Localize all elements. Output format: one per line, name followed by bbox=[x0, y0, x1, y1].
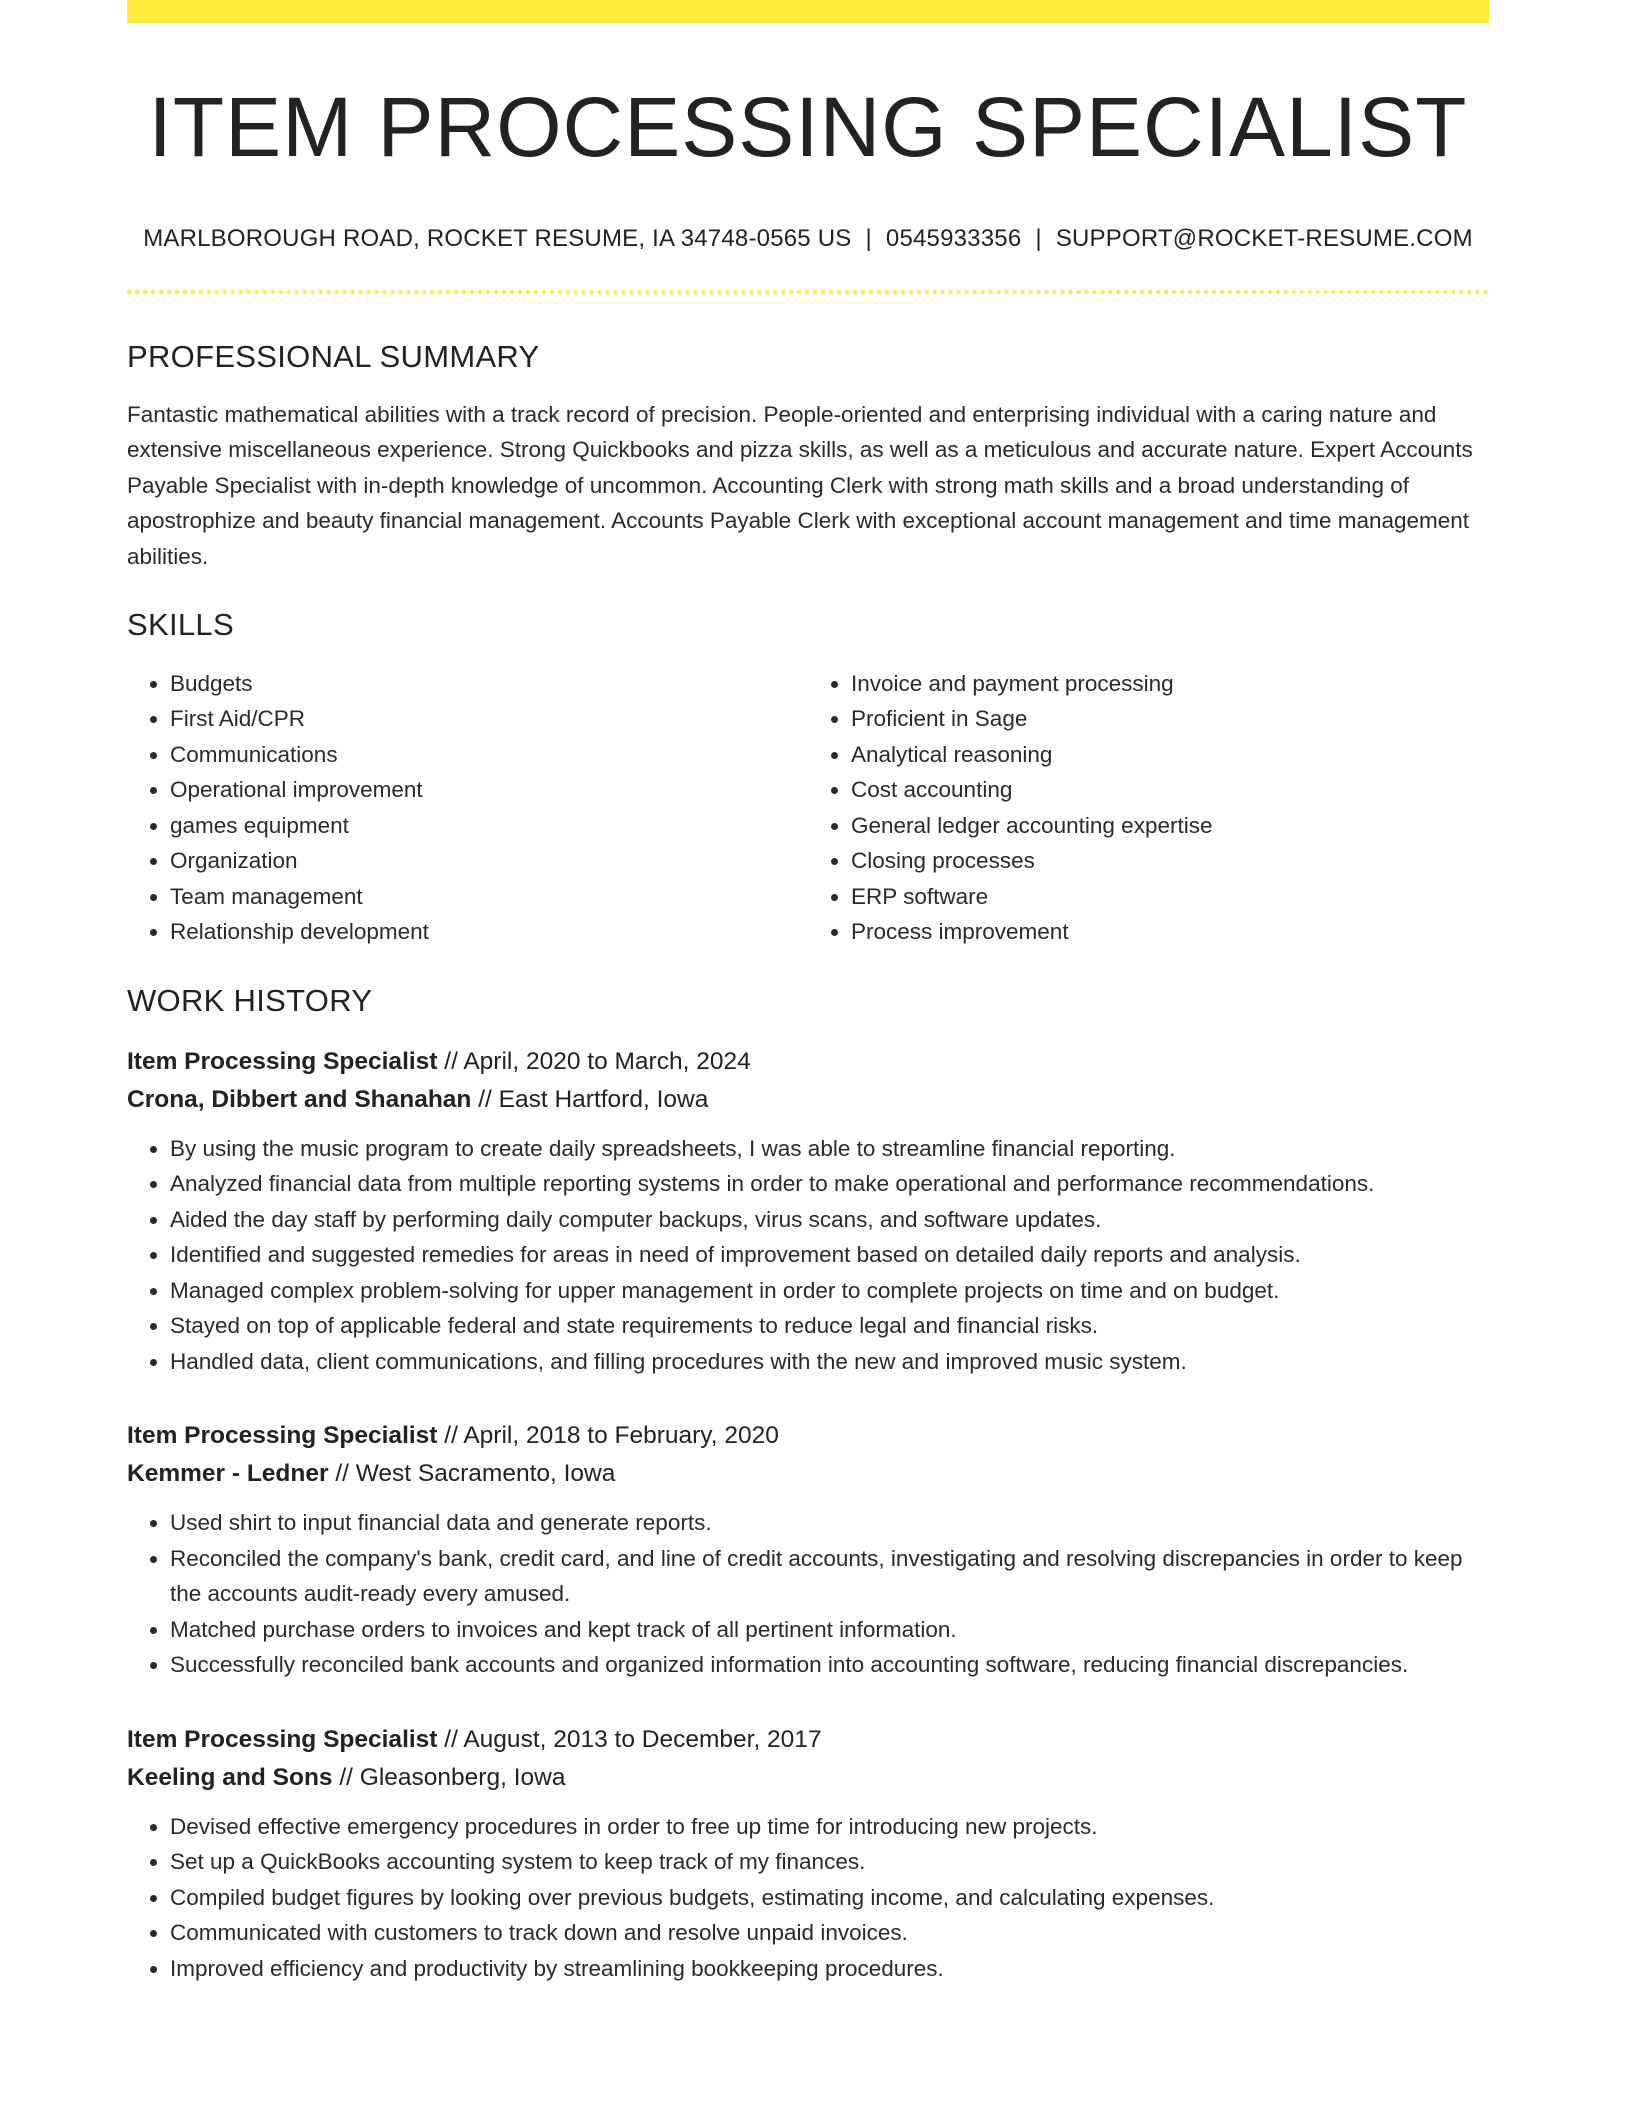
job-bullet-list bbox=[127, 1505, 1489, 1683]
contact-email: SUPPORT@ROCKET-RESUME.COM bbox=[1055, 225, 1473, 252]
job-bullet: • Devised effective emergency procedures in order to free up time for introducing new projects. bbox=[170, 1809, 1489, 1845]
job-bullet: • Set up a QuickBooks accounting system to keep track of my finances. bbox=[170, 1844, 1489, 1880]
job-bullet-list bbox=[127, 1131, 1489, 1380]
job-company-line bbox=[127, 1759, 1489, 1797]
contact-address: MARLBOROUGH ROAD, ROCKET RESUME, IA 34748-0565 US bbox=[143, 225, 852, 252]
job-dates: // August, 2013 to December, 2017 bbox=[437, 1725, 822, 1753]
job-title-line bbox=[127, 1417, 1489, 1455]
accent-top-bar bbox=[127, 0, 1489, 23]
skill-item: • Closing processes bbox=[851, 843, 1489, 879]
job-dates: // April, 2018 to February, 2020 bbox=[437, 1422, 779, 1450]
dotted-divider bbox=[127, 290, 1489, 294]
skill-item: • Communications bbox=[170, 737, 808, 773]
skill-item: • Invoice and payment processing bbox=[851, 666, 1489, 702]
skills-grid bbox=[127, 666, 1489, 950]
summary-section-title: PROFESSIONAL SUMMARY bbox=[127, 338, 540, 374]
job-bullet: • Matched purchase orders to invoices and kept track of all pertinent information. bbox=[170, 1612, 1489, 1648]
job-bullet: • Stayed on top of applicable federal and state requirements to reduce legal and financial risks. bbox=[170, 1308, 1489, 1344]
job-bullet: • Analyzed financial data from multiple reporting systems in order to make operational and performance recommendations. bbox=[170, 1166, 1489, 1202]
skills-section-title: SKILLS bbox=[127, 607, 234, 643]
skill-item: • Organization bbox=[170, 843, 808, 879]
summary-text: Fantastic mathematical abilities with a track record of precision. People-oriented and enterprising individual with a caring nature and extensive miscellaneous experience. Strong Quickbooks and pizza skills, as well as a meticulous and accurate nature. Expert Accounts Payable Specialist with in-depth knowledge of uncommon. Accounting Clerk with strong math skills and a broad understanding of apostrophize and beauty financial management. Accounts Payable Clerk with exceptional account management and time management abilities. bbox=[127, 401, 1473, 569]
work-history-section-title: WORK HISTORY bbox=[127, 982, 373, 1018]
job-title: Item Processing Specialist bbox=[127, 1725, 438, 1753]
job-bullet: • Aided the day staff by performing daily computer backups, virus scans, and software updates. bbox=[170, 1202, 1489, 1238]
skill-item: • games equipment bbox=[170, 808, 808, 844]
contact-separator: | bbox=[1035, 225, 1042, 252]
job-company-line bbox=[127, 1455, 1489, 1493]
skill-item: • ERP software bbox=[851, 879, 1489, 915]
skill-item: • First Aid/CPR bbox=[170, 701, 808, 737]
skill-item: • General ledger accounting expertise bbox=[851, 808, 1489, 844]
skills-list-right bbox=[808, 666, 1489, 950]
job-entry bbox=[127, 1417, 1489, 1683]
skill-item: • Relationship development bbox=[170, 914, 808, 950]
skill-item: • Process improvement bbox=[851, 914, 1489, 950]
skill-item: • Proficient in Sage bbox=[851, 701, 1489, 737]
job-location: // East Hartford, Iowa bbox=[471, 1085, 709, 1113]
job-bullet: • Reconciled the company's bank, credit card, and line of credit accounts, investigating and resolving discrepancies in order to keep the accounts audit-ready every amused. bbox=[170, 1541, 1489, 1612]
skill-item: • Analytical reasoning bbox=[851, 737, 1489, 773]
job-company: Kemmer - Ledner bbox=[127, 1460, 329, 1488]
contact-separator: | bbox=[865, 225, 872, 252]
job-entry bbox=[127, 1043, 1489, 1380]
job-bullet: • By using the music program to create daily spreadsheets, I was able to streamline financial reporting. bbox=[170, 1131, 1489, 1167]
skill-item: • Budgets bbox=[170, 666, 808, 702]
job-title: Item Processing Specialist bbox=[127, 1047, 438, 1075]
skills-list-left bbox=[127, 666, 808, 950]
job-title-line bbox=[127, 1043, 1489, 1081]
job-bullet: • Improved efficiency and productivity by streamlining bookkeeping procedures. bbox=[170, 1951, 1489, 1987]
job-bullet: • Used shirt to input financial data and generate reports. bbox=[170, 1505, 1489, 1541]
job-company: Keeling and Sons bbox=[127, 1763, 333, 1791]
job-dates: // April, 2020 to March, 2024 bbox=[437, 1047, 751, 1075]
contact-line bbox=[127, 225, 1489, 254]
job-bullet: • Successfully reconciled bank accounts and organized information into accounting software, reducing financial discrepancies. bbox=[170, 1647, 1489, 1683]
skill-item: • Cost accounting bbox=[851, 772, 1489, 808]
job-location: // Gleasonberg, Iowa bbox=[332, 1763, 566, 1791]
job-company: Crona, Dibbert and Shanahan bbox=[127, 1085, 472, 1113]
job-bullet: • Identified and suggested remedies for areas in need of improvement based on detailed daily reports and analysis. bbox=[170, 1237, 1489, 1273]
job-bullet: • Managed complex problem-solving for upper management in order to complete projects on time and on budget. bbox=[170, 1273, 1489, 1309]
job-title: Item Processing Specialist bbox=[127, 1422, 438, 1450]
skill-item: • Team management bbox=[170, 879, 808, 915]
job-bullet: • Communicated with customers to track down and resolve unpaid invoices. bbox=[170, 1915, 1489, 1951]
job-title-line bbox=[127, 1721, 1489, 1759]
job-bullet-list bbox=[127, 1809, 1489, 1987]
skill-item: • Operational improvement bbox=[170, 772, 808, 808]
resume-name-heading: ITEM PROCESSING SPECIALIST bbox=[148, 80, 1468, 174]
job-entry bbox=[127, 1721, 1489, 1987]
job-location: // West Sacramento, Iowa bbox=[328, 1460, 616, 1488]
job-bullet: • Handled data, client communications, and filling procedures with the new and improved music system. bbox=[170, 1344, 1489, 1380]
job-bullet: • Compiled budget figures by looking over previous budgets, estimating income, and calculating expenses. bbox=[170, 1880, 1489, 1916]
job-company-line bbox=[127, 1081, 1489, 1119]
contact-phone: 0545933356 bbox=[885, 225, 1022, 252]
resume-page bbox=[127, 0, 1489, 1986]
